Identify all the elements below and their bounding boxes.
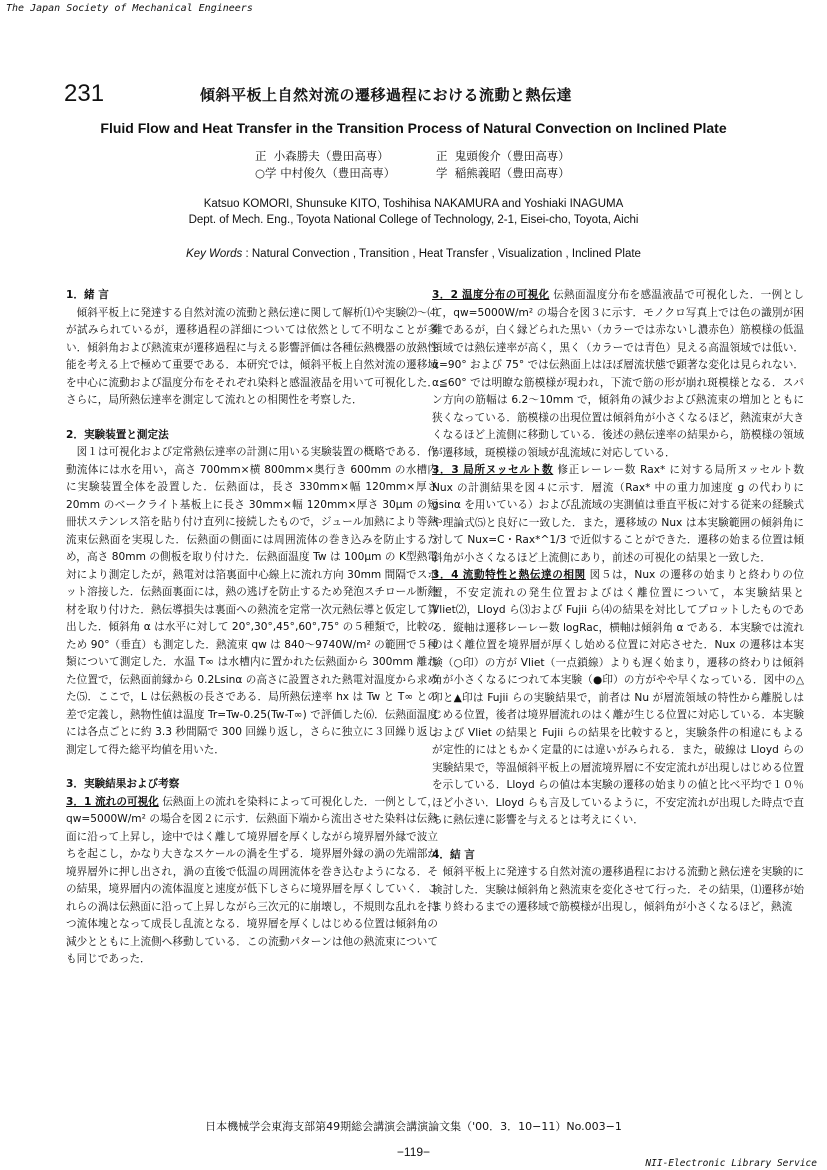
paper-number: 231	[64, 80, 105, 107]
author-line: ○学 中村俊久（豊田高専）	[255, 166, 396, 180]
author-line: 正 鬼頭俊介（豊田高専）	[436, 149, 570, 163]
paragraph	[432, 287, 804, 462]
section-heading: 4．結 言	[432, 848, 475, 861]
right-column	[432, 287, 804, 917]
title-japanese: 傾斜平板上自然対流の遷移過程における流動と熱伝達	[200, 86, 573, 104]
keywords-label: Key Words	[186, 248, 243, 260]
section-heading: 1．緒 言	[66, 289, 109, 301]
affiliation: Dept. of Mech. Eng., Toyota National College of Technology, 2-1, Eisei-cho, Toyota, Aichi	[188, 214, 639, 226]
paragraph	[66, 794, 438, 969]
paragraph-text: 修正レーレー数 Rax* に対する局所ヌッセルト数 Nux の計測結果を図４に示す．層流（Rax* 中の重力加速度 g の代わりに gsinα を用いている）および乱流域の実測値は垂直平板に対する従来の経験式や理論式⑸と良好に一致した．また，遷移域の Nux は本実験範囲の傾斜角に対して Nux=C・Rax*^1/3 で近似することができた．遷移の始まる位置は傾斜角が小さくなるほど上流側にあり，前述の可視化の結果と一致した．	[432, 464, 804, 564]
page-number: −119−	[396, 1145, 431, 1159]
author-names-english: Katsuo KOMORI, Shunsuke KITO, Toshihisa NAKAMURA and Yoshiaki INAGUMA	[203, 198, 624, 210]
paragraph-text: 図５は，Nux の遷移の始まりと終わりの位置，不安定流れの発生位置およびはく離位置について，本実験結果と Vliet⑵，Lloyd ら⑶および Fujii ら⑷の結果を対比してプロットしたものである．縦軸は遷移レーレー数 logRac，横軸は傾斜角 α である．本実験では流れのはく離位置を境界層が厚くし始める位置に対応させた．Nux の遷移は本実験（○印）の方が Vliet（一点鎖線）よりも遅く始まり，遷移の終わりは傾斜角が小さくなるにつれて本実験（●印）の方がやや早くなっている．図中の△印と▲印は Fujii らの実験結果で，前者は Nu が層流領域の特性から離脱しはじめる位置，後者は境界層流れのはく離が生じる位置に対応している．本実験および Vliet の結果と Fujii らの結果を比較すると，実験条件の相違にもよるが定性的にはともかく定量的には違いがみられる．また，破線は Lloyd らの実験結果で，等温傾斜平板上の層流境界層に不安定流れが出現しはじめる位置を示している．Lloyd らの値は本実験の遷移の始まりの値と比べ平均で１０％ほど小さい．Lloyd らも言及しているように，不安定流れが出現した時点で直ちに熱伝達に影響を与えるとは考えにくい．	[432, 569, 804, 826]
paragraph: 図１は可視化および定常熱伝達率の計測に用いる実験装置の概略である．作動流体には水を用い，高さ 700mm×横 800mm×奥行き 600mm の水槽内に実験装置全体を設置した．伝熱面は，長さ 330mm×幅 120mm×厚さ 20mm のベークライト基板上に長さ 30mm×幅 120mm×厚さ 30μm の短冊状ステンレス箔を貼り付け直列に接続したもので，ジュール加熱により等熱流束伝熱面を実現した．伝熱面の側面には周囲流体の巻き込みを防止するため，高さ 80mm の側板を取り付けた．伝熱面温度 Tw は 100μm の K型熱電対により測定したが，熱電対は箔裏面中心線上に流れ方向 30mm 間隔でスポット溶接した．伝熱面裏面には，熱の逃げを防止するため発泡スチロール断熱材を取り付けた．熱伝導損失は裏面への熱流を定常一次元熱伝導と仮定して算出した．傾斜角 α は水平に対して 20°,30°,45°,60°,75° の５種類で，比較のため 90°（垂直）も測定した．熱流束 qw は 840〜9740W/m² の範囲で５種類について測定した．水温 T∞ は水槽内に置かれた伝熱面から 300mm 離れた位置で，伝熱面前縁から 0.2Lsinα の高さに設置された熱電対温度から求めた⑸．ここで，L は伝熱板の長さである．局所熱伝達率 hx は Tw と T∞ との差で定義し，熱物性値は温度 Tr=Tw-0.25(Tw-T∞) で評価した⑹．伝熱面温度には各点ごとに約 3.3 秒間隔で 300 回繰り返し，さらに独立に３回繰り返し測定して得た総平均値を用いた．	[66, 446, 438, 756]
paragraph-text: 伝熱面上の流れを染料によって可視化した．一例として，qw=5000W/m² の場合を図２に示す．伝熱面下端から流出させた染料は伝熱面に沿って上昇し，途中ではく離して境界層を厚くしながら境界層外縁で波立ちを起こし，かなり大きなスケールの渦を生ずる．境界層外縁の渦の先端部が境界層外に押し出され，渦の直後で低温の周囲流体を巻き込むようになる．その結果，境界層内の流体温度と速度が低下しさらに境界層を厚くしていく．これらの渦は伝熱面に沿って上昇しながら三次元的に崩壊し，不規則な乱れを持つ流体塊となって成長し乱流となる．境界層を厚くしはじめる位置は傾斜角の減少とともに上流側へ移動している．この流動パターンは他の熱流束についても同じであった．	[66, 795, 438, 965]
section-heading: 2．実験装置と測定法	[66, 428, 169, 441]
author-line: 学 稲熊義昭（豊田高専）	[436, 166, 570, 180]
section-heading: 3．実験結果および考察	[66, 778, 180, 790]
paragraph	[432, 462, 804, 567]
subsection-title: 3．1 流れの可視化	[66, 795, 159, 808]
subsection-title: 3．3 局所ヌッセルト数	[432, 464, 554, 476]
keywords	[0, 248, 827, 260]
subsection-title: 3．4 流動特性と熱伝達の相関	[432, 569, 586, 581]
proceedings-footer: 日本機械学会東海支部第49期総会講演会講演論文集（'00．3．10−11）No.003−1	[205, 1120, 622, 1133]
authors-left	[255, 148, 395, 182]
society-name: The Japan Society of Mechanical Engineers	[6, 3, 253, 14]
title-english: Fluid Flow and Heat Transfer in the Transition Process of Natural Convection on Inclined Plate	[100, 120, 727, 136]
subsection-title: 3．2 温度分布の可視化	[432, 289, 550, 301]
author-line: 正 小森勝夫（豊田高専）	[255, 149, 389, 163]
paragraph-text: 伝熱面温度分布を感温液晶で可視化した．一例として，qw=5000W/m² の場合を図３に示す．モノクロ写真上では色の識別が困難であるが，白く縁どられた黒い（カラーでは赤ないし濃赤色）筋模様の低温領域では熱伝達率が高く，黒く（カラーでは青色）見える高温領域では低い．α=90° および 75° では伝熱面上はほぼ層流状態で顕著な変化は見られない．α≦60° では明瞭な筋模様が現われ，下流で筋の形が崩れ斑模様となる．スパン方向の筋幅は 6.2〜10mm で，傾斜角の減少および熱流束の増加とともに狭くなっている．筋模様の出現位置は傾斜角が小さくなるほど，熱流束が大きくなるほど上流側に移動している．後述の熱伝達率の結果から，筋模様の領域が遷移域，斑模様の領域が乱流域に対応している．	[432, 289, 804, 459]
left-column	[66, 287, 438, 969]
authors-right	[436, 148, 570, 182]
nii-service: NII-Electronic Library Service	[645, 1158, 817, 1169]
paragraph: 傾斜平板上に発達する自然対流の遷移過程における流動と熱伝達を実験的に検討した．実験は傾斜角と熱流束を変化させて行った．その結果，⑴遷移が始まり終わるまでの遷移域で筋模様が出現し，傾斜角が小さくなるほど，熱流	[432, 866, 804, 913]
paragraph: 傾斜平板上に発達する自然対流の流動と熱伝達に関して解析⑴や実験⑵〜⑷が試みられているが，遷移過程の詳細については依然として不明なことが多い．傾斜角および熱流束が遷移過程に与える影響評価は各種伝熱機器の放熱性能を考える上で極めて重要である．本研究では，傾斜平板上自然対流の遷移域を中心に流動および温度分布をそれぞれ染料と感温液晶を用いて可視化した．さらに，局所熱伝達率を測定して流れとの相関性を考察した．	[66, 306, 438, 406]
paragraph	[432, 567, 804, 830]
keywords-text: : Natural Convection , Transition , Heat Transfer , Visualization , Inclined Plate	[242, 248, 641, 260]
